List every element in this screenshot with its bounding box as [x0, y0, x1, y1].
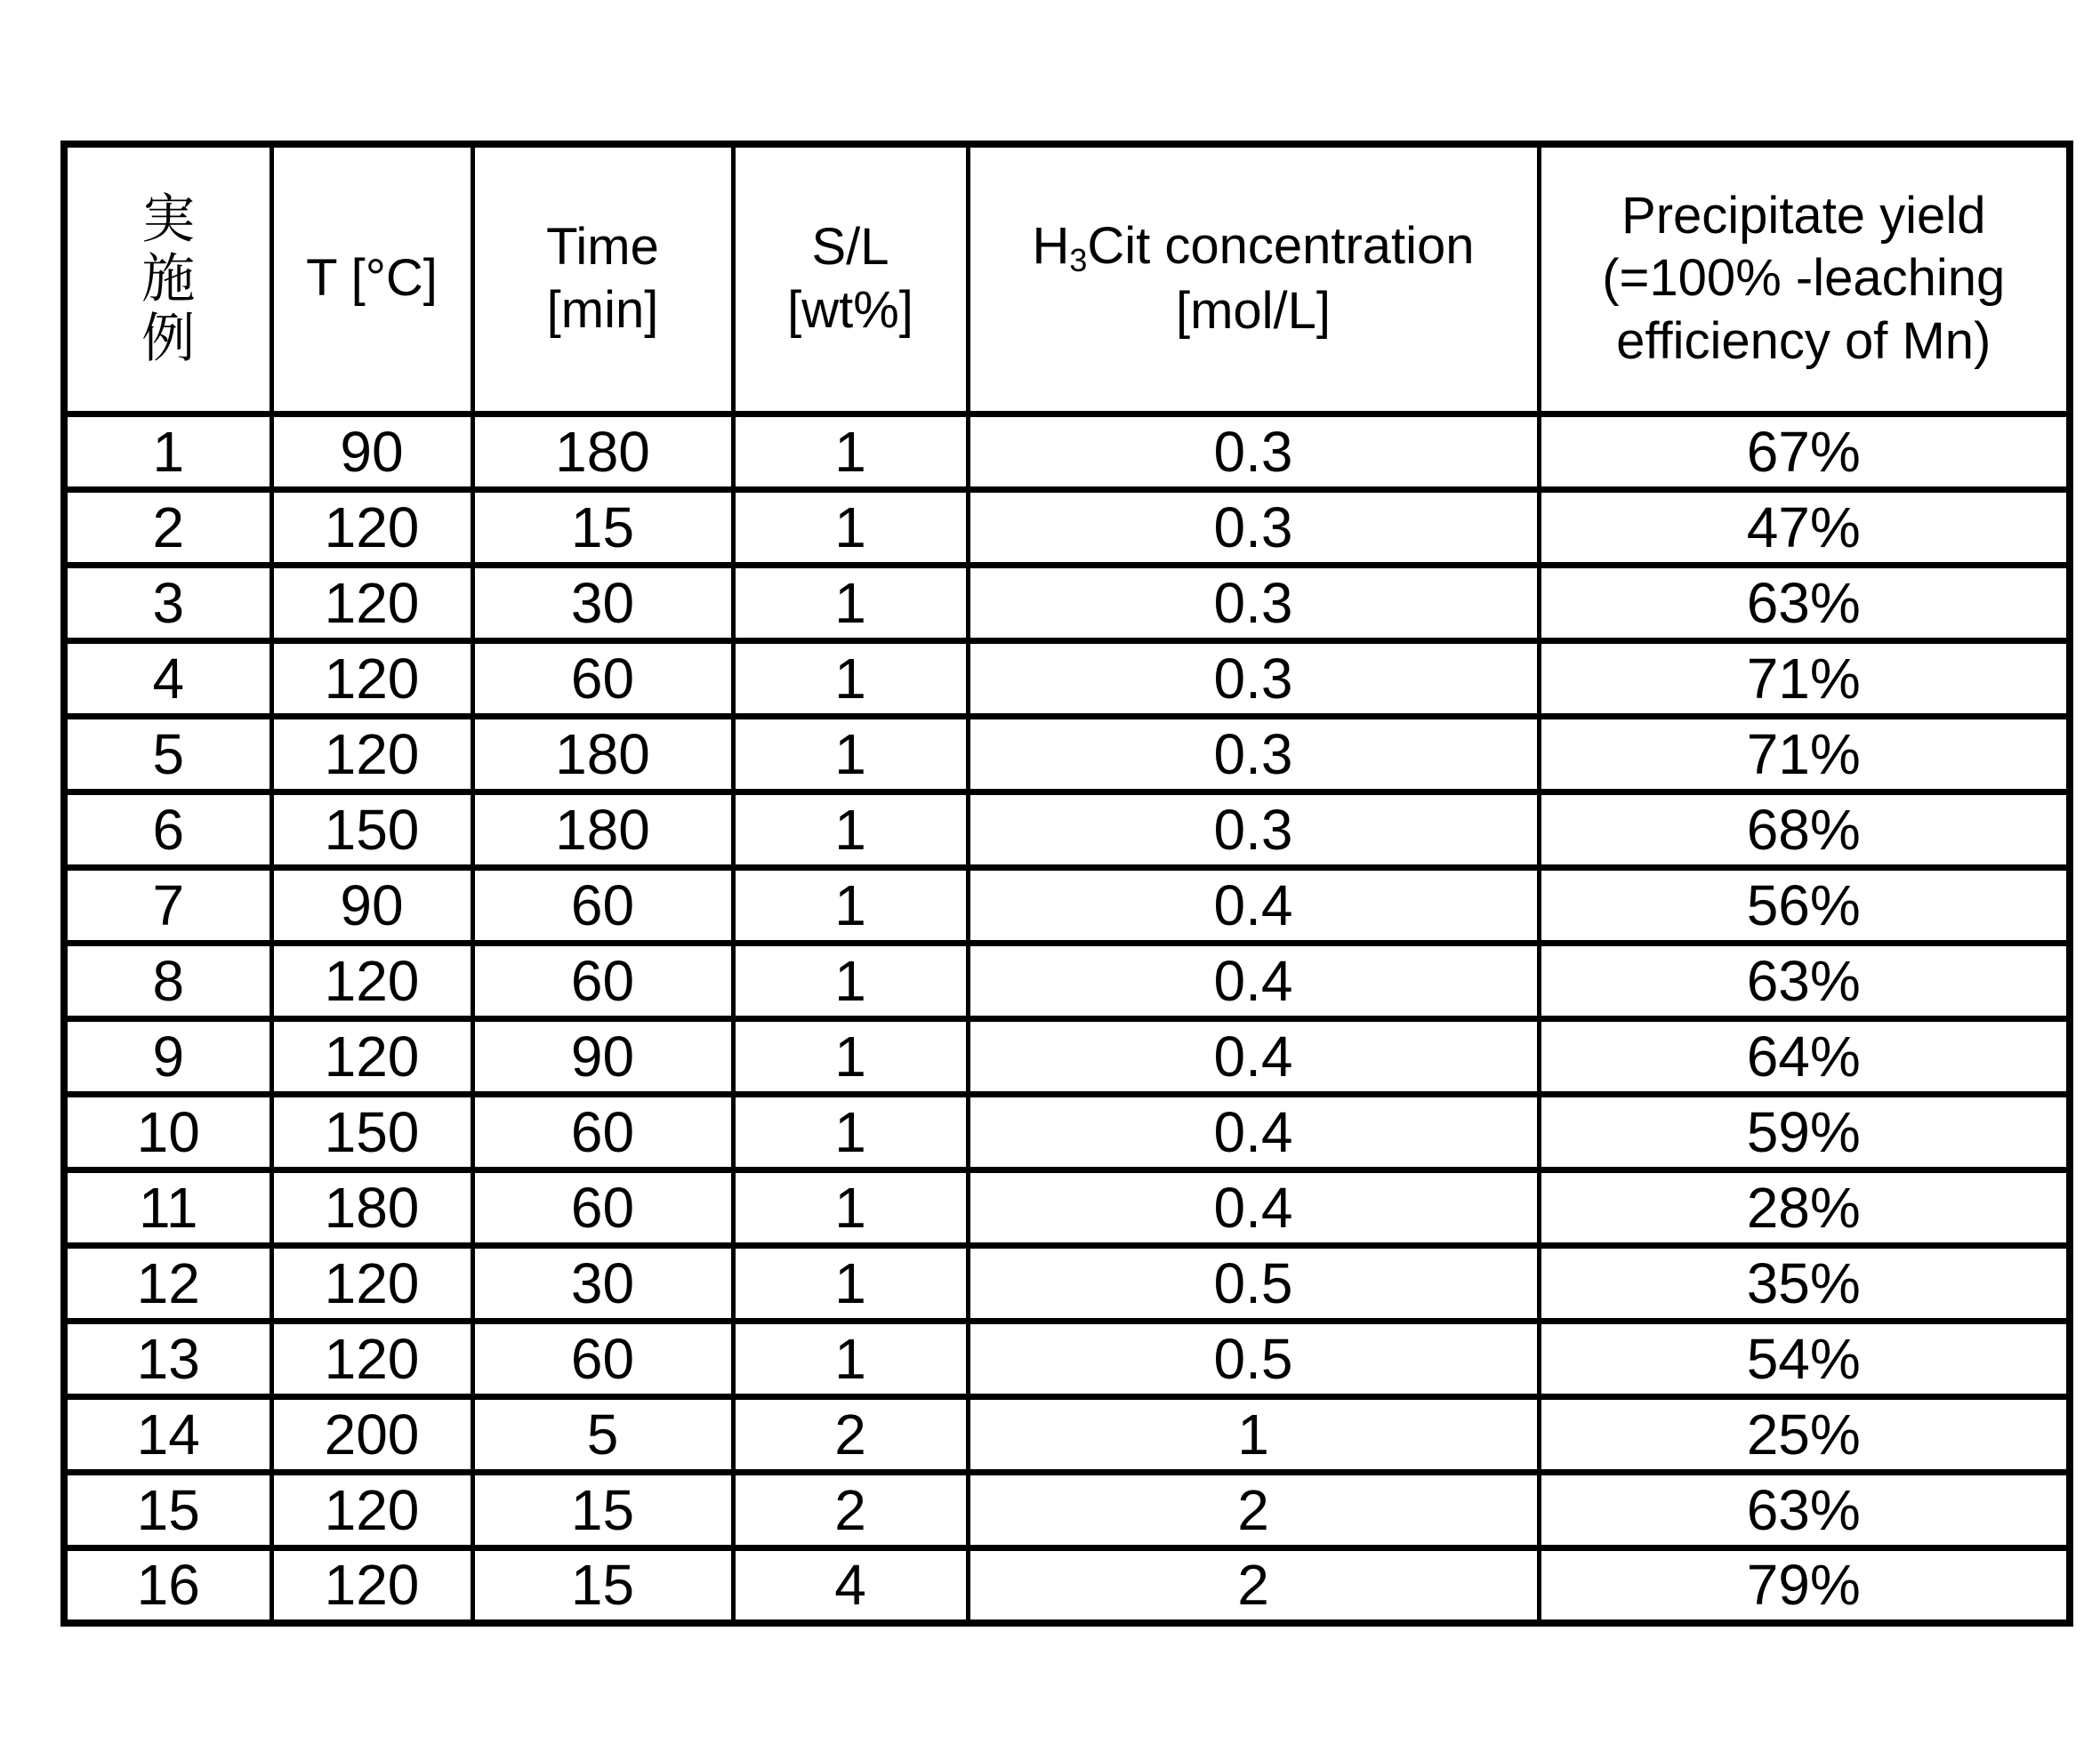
cell-yield: 64% — [1539, 1018, 2070, 1094]
cell-yield: 56% — [1539, 867, 2070, 943]
header-example-char: 施 — [141, 249, 196, 309]
cell-yield: 47% — [1539, 489, 2070, 565]
table-row — [64, 1245, 2070, 1321]
header-temperature-label: T [°C] — [306, 249, 438, 308]
cell-example: 6 — [64, 792, 271, 867]
cell-time: 180 — [472, 716, 733, 792]
cell-time: 180 — [472, 414, 733, 489]
cell-sl: 2 — [733, 1396, 968, 1472]
cell-time: 90 — [472, 1018, 733, 1094]
cell-example: 5 — [64, 716, 271, 792]
header-example — [64, 144, 271, 414]
cell-h3cit: 0.4 — [968, 1018, 1539, 1094]
cell-h3cit: 0.4 — [968, 867, 1539, 943]
cell-time: 60 — [472, 1094, 733, 1169]
cell-sl: 1 — [733, 1018, 968, 1094]
cell-time: 60 — [472, 867, 733, 943]
header-h3cit-unit: [mol/L] — [1175, 281, 1332, 340]
cell-time: 180 — [472, 792, 733, 867]
cell-yield: 71% — [1539, 640, 2070, 716]
cell-h3cit: 0.4 — [968, 1169, 1539, 1245]
cell-yield: 63% — [1539, 1472, 2070, 1547]
cell-sl: 1 — [733, 867, 968, 943]
cell-example: 3 — [64, 565, 271, 640]
header-example-char: 実 — [141, 189, 196, 249]
cell-time: 60 — [472, 640, 733, 716]
header-sl-unit: [wt%] — [787, 280, 913, 339]
cell-sl: 1 — [733, 792, 968, 867]
table-row — [64, 414, 2070, 489]
table-row — [64, 1018, 2070, 1094]
cell-h3cit: 1 — [968, 1396, 1539, 1472]
cell-example: 4 — [64, 640, 271, 716]
cell-example: 7 — [64, 867, 271, 943]
cell-time: 5 — [472, 1396, 733, 1472]
cell-h3cit: 2 — [968, 1472, 1539, 1547]
cell-example: 8 — [64, 943, 271, 1018]
table-row — [64, 1094, 2070, 1169]
cell-temperature: 120 — [271, 1018, 472, 1094]
table-row — [64, 792, 2070, 867]
cell-example: 1 — [64, 414, 271, 489]
header-yield-line: Precipitate yield — [1621, 186, 1986, 245]
cell-time: 15 — [472, 1547, 733, 1623]
table-row — [64, 1472, 2070, 1547]
header-time-label: Time — [546, 218, 659, 276]
header-yield-line: efficiency of Mn) — [1616, 312, 1991, 371]
cell-temperature: 150 — [271, 792, 472, 867]
cell-yield: 63% — [1539, 943, 2070, 1018]
cell-yield: 68% — [1539, 792, 2070, 867]
cell-temperature: 120 — [271, 716, 472, 792]
cell-sl: 1 — [733, 943, 968, 1018]
cell-example: 2 — [64, 489, 271, 565]
cell-yield: 28% — [1539, 1169, 2070, 1245]
cell-sl: 1 — [733, 1321, 968, 1396]
header-h3cit-label — [970, 215, 1537, 280]
cell-h3cit: 0.4 — [968, 1094, 1539, 1169]
cell-yield: 54% — [1539, 1321, 2070, 1396]
table-header — [64, 144, 2070, 414]
cell-sl: 4 — [733, 1547, 968, 1623]
cell-h3cit: 0.3 — [968, 640, 1539, 716]
table-row — [64, 1396, 2070, 1472]
h3cit-h: H — [1032, 216, 1070, 275]
cell-yield: 63% — [1539, 565, 2070, 640]
cell-temperature: 120 — [271, 1472, 472, 1547]
cell-yield: 35% — [1539, 1245, 2070, 1321]
cell-h3cit: 0.4 — [968, 943, 1539, 1018]
table-row — [64, 1321, 2070, 1396]
cell-temperature: 200 — [271, 1396, 472, 1472]
header-time — [472, 144, 733, 414]
cell-example: 14 — [64, 1396, 271, 1472]
table-row — [64, 640, 2070, 716]
cell-sl: 1 — [733, 565, 968, 640]
cell-temperature: 90 — [271, 867, 472, 943]
table-row — [64, 565, 2070, 640]
cell-yield: 67% — [1539, 414, 2070, 489]
table-row — [64, 716, 2070, 792]
table-row — [64, 1169, 2070, 1245]
cell-time: 15 — [472, 489, 733, 565]
header-h3cit — [968, 144, 1539, 414]
cell-temperature: 120 — [271, 1321, 472, 1396]
cell-temperature: 120 — [271, 640, 472, 716]
cell-sl: 1 — [733, 1094, 968, 1169]
cell-h3cit: 0.3 — [968, 792, 1539, 867]
cell-h3cit: 0.3 — [968, 489, 1539, 565]
cell-sl: 1 — [733, 489, 968, 565]
cell-temperature: 150 — [271, 1094, 472, 1169]
cell-time: 60 — [472, 1321, 733, 1396]
table-row — [64, 489, 2070, 565]
cell-h3cit: 2 — [968, 1547, 1539, 1623]
table-row — [64, 1547, 2070, 1623]
header-sl-label: S/L — [811, 218, 889, 276]
cell-sl: 1 — [733, 414, 968, 489]
cell-time: 60 — [472, 1169, 733, 1245]
cell-example: 10 — [64, 1094, 271, 1169]
cell-sl: 2 — [733, 1472, 968, 1547]
header-example-char: 例 — [141, 309, 196, 369]
cell-yield: 71% — [1539, 716, 2070, 792]
cell-yield: 59% — [1539, 1094, 2070, 1169]
header-time-unit: [min] — [546, 280, 659, 339]
cell-h3cit: 0.3 — [968, 716, 1539, 792]
h3cit-rest: Cit concentration — [1087, 216, 1475, 275]
header-sl — [733, 144, 968, 414]
cell-temperature: 90 — [271, 414, 472, 489]
cell-temperature: 120 — [271, 565, 472, 640]
table-body — [64, 414, 2070, 1623]
header-temperature — [271, 144, 472, 414]
cell-temperature: 120 — [271, 1245, 472, 1321]
cell-h3cit: 0.5 — [968, 1321, 1539, 1396]
cell-temperature: 120 — [271, 943, 472, 1018]
cell-time: 15 — [472, 1472, 733, 1547]
cell-sl: 1 — [733, 716, 968, 792]
experiment-results-table — [60, 141, 2073, 1627]
cell-example: 9 — [64, 1018, 271, 1094]
cell-temperature: 120 — [271, 1547, 472, 1623]
header-row — [64, 144, 2070, 414]
cell-h3cit: 0.3 — [968, 565, 1539, 640]
cell-yield: 25% — [1539, 1396, 2070, 1472]
cell-h3cit: 0.5 — [968, 1245, 1539, 1321]
cell-time: 30 — [472, 565, 733, 640]
table-row — [64, 867, 2070, 943]
cell-example: 15 — [64, 1472, 271, 1547]
cell-example: 12 — [64, 1245, 271, 1321]
cell-sl: 1 — [733, 1245, 968, 1321]
header-yield — [1539, 144, 2070, 414]
cell-yield: 79% — [1539, 1547, 2070, 1623]
header-yield-line: (=100% -leaching — [1602, 249, 2006, 308]
cell-example: 13 — [64, 1321, 271, 1396]
table-row — [64, 943, 2070, 1018]
cell-temperature: 120 — [271, 489, 472, 565]
cell-sl: 1 — [733, 640, 968, 716]
h3cit-subscript: 3 — [1069, 241, 1088, 278]
cell-time: 30 — [472, 1245, 733, 1321]
cell-time: 60 — [472, 943, 733, 1018]
cell-example: 11 — [64, 1169, 271, 1245]
cell-sl: 1 — [733, 1169, 968, 1245]
cell-h3cit: 0.3 — [968, 414, 1539, 489]
cell-example: 16 — [64, 1547, 271, 1623]
cell-temperature: 180 — [271, 1169, 472, 1245]
